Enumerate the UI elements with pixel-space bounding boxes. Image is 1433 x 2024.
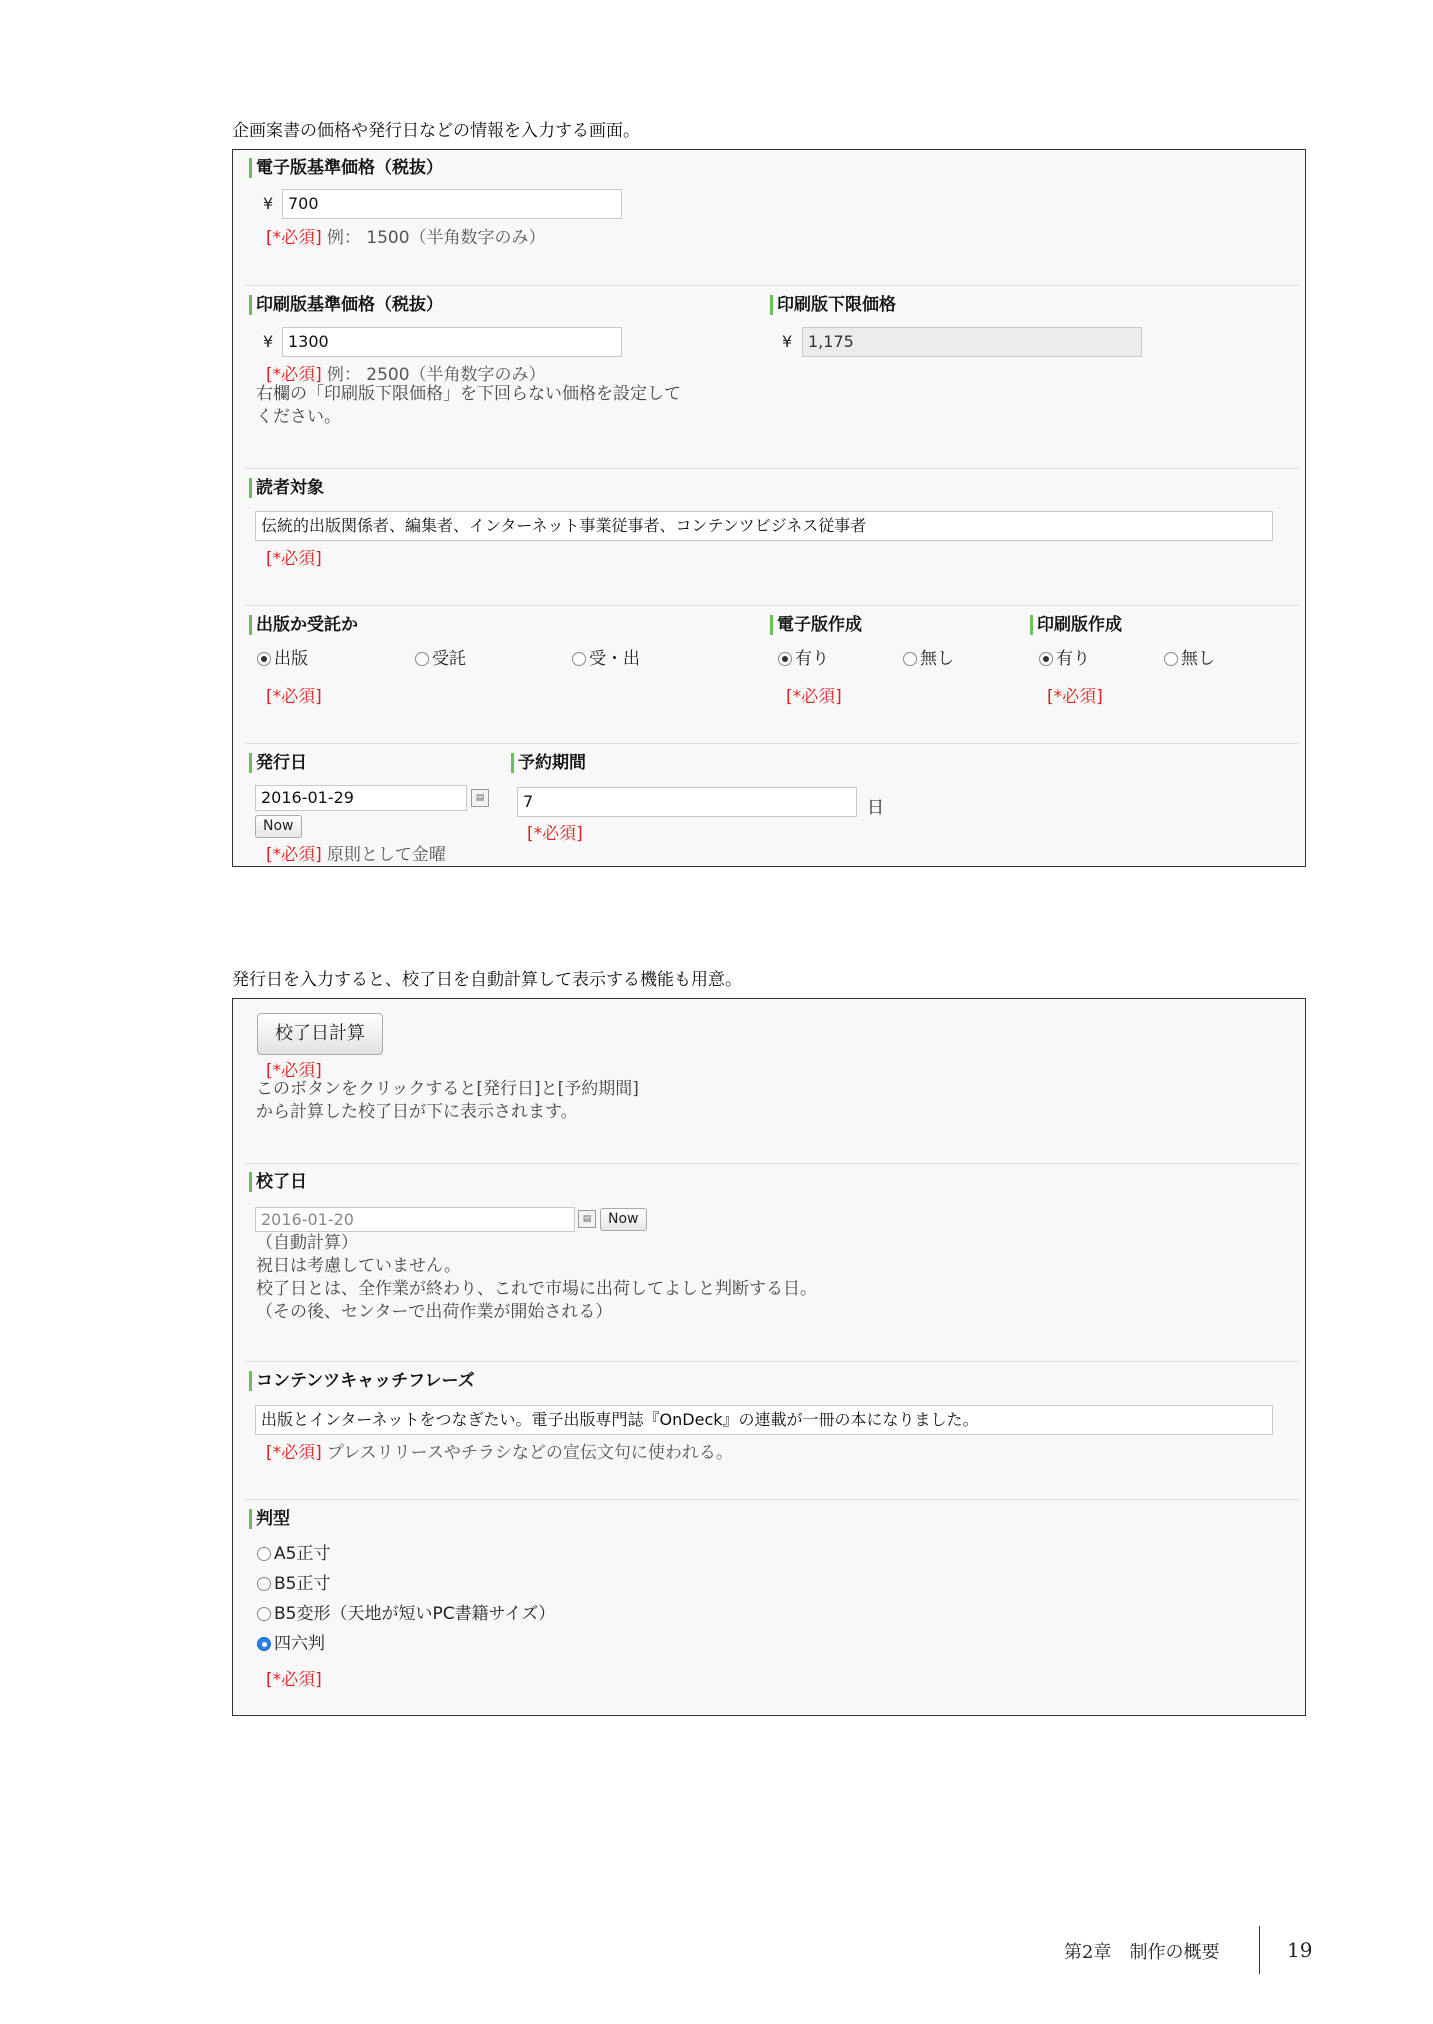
divider: [245, 468, 1299, 469]
radio-icon: [257, 1607, 271, 1621]
publish-type-option-contract[interactable]: 受託: [415, 649, 466, 669]
print-price-label: 印刷版基準価格（税抜）: [249, 295, 443, 315]
print-price-note: [266, 360, 546, 385]
radio-selected-icon: [257, 1637, 271, 1651]
divider: [245, 1361, 1299, 1362]
print-make-label: 印刷版作成: [1030, 615, 1122, 635]
calendar-icon[interactable]: ▤: [471, 789, 489, 807]
proof-date-field[interactable]: 2016-01-20: [255, 1207, 575, 1232]
radio-icon: [572, 652, 586, 666]
ebook-make-option-yes[interactable]: 有り: [778, 649, 829, 669]
calendar-icon[interactable]: ▤: [578, 1210, 596, 1228]
yen-symbol: ¥: [263, 332, 274, 351]
publish-type-label: 出版か受託か: [249, 615, 358, 635]
reserve-period-label: 予約期間: [511, 753, 586, 773]
form-screenshot-pricing: [232, 149, 1306, 867]
radio-selected-icon: [778, 652, 792, 666]
calc-proof-date-button[interactable]: 校了日計算: [257, 1013, 383, 1055]
required-mark: [*必須]: [266, 549, 322, 569]
catchphrase-hint: プレスリリースやチラシなどの宣伝文句に使われる。: [326, 1443, 733, 1463]
required-mark: [*必須]: [266, 1061, 322, 1081]
print-make-option-no[interactable]: 無し: [1164, 649, 1215, 669]
required-mark: [*必須]: [266, 687, 322, 707]
radio-icon: [903, 652, 917, 666]
issue-date-label: 発行日: [249, 753, 307, 773]
calc-button-help: このボタンをクリックすると[発行日]と[予約期間] から計算した校了日が下に表示されます。: [256, 1079, 639, 1122]
issue-date-note: [266, 840, 446, 865]
divider: [245, 1163, 1299, 1164]
audience-input[interactable]: 伝統的出版関係者、編集者、インターネット事業従事者、コンテンツビジネス従事者: [255, 511, 1273, 541]
proof-date-help: （自動計算） 祝日は考慮していません。 校了日とは、全作業が終わり、これで市場に出荷してよしと判断する日。 （その後、センターで出荷作業が開始される）: [256, 1233, 817, 1322]
required-mark: [*必須]: [527, 824, 583, 844]
audience-label: 読者対象: [249, 478, 324, 498]
catchphrase-label: コンテンツキャッチフレーズ: [249, 1371, 475, 1391]
radio-selected-icon: [257, 652, 271, 666]
print-make-option-yes[interactable]: 有り: [1039, 649, 1090, 669]
required-mark: [*必須]: [786, 687, 842, 707]
print-price-hint: 例： 2500（半角数字のみ）: [326, 365, 546, 385]
required-mark: [*必須]: [266, 365, 322, 385]
ebook-price-note: [266, 223, 546, 248]
required-mark: [*必須]: [266, 228, 322, 248]
required-mark: [*必須]: [266, 845, 322, 865]
caption-bottom: 発行日を入力すると、校了日を自動計算して表示する機能も用意。: [232, 970, 742, 990]
radio-icon: [415, 652, 429, 666]
issue-date-now-button[interactable]: Now: [255, 815, 302, 838]
ebook-make-label: 電子版作成: [770, 615, 862, 635]
ebook-price-label: 電子版基準価格（税抜）: [249, 158, 443, 178]
caption-top: 企画案書の価格や発行日などの情報を入力する画面。: [232, 121, 640, 141]
footer-divider: [1259, 1926, 1260, 1974]
publish-type-option-both[interactable]: 受・出: [572, 649, 640, 669]
form-screenshot-proof-date: [232, 998, 1306, 1716]
issue-date-input[interactable]: 2016-01-29: [255, 785, 467, 811]
divider: [245, 1499, 1299, 1500]
yen-symbol: ¥: [263, 194, 274, 213]
page-number: 19: [1287, 1938, 1313, 1962]
ebook-price-input[interactable]: 700: [282, 189, 622, 219]
divider: [245, 743, 1299, 744]
format-label: 判型: [249, 1509, 290, 1529]
publish-type-option-publish[interactable]: 出版: [257, 649, 308, 669]
required-mark: [*必須]: [266, 1670, 322, 1690]
chapter-title: 第2章 制作の概要: [1064, 1942, 1220, 1963]
print-min-price-label: 印刷版下限価格: [770, 295, 896, 315]
format-option-b5[interactable]: B5正寸: [257, 1574, 330, 1594]
required-mark: [*必須]: [266, 1443, 322, 1463]
radio-selected-icon: [1039, 652, 1053, 666]
catchphrase-note: [266, 1438, 733, 1463]
proof-date-now-button[interactable]: Now: [600, 1208, 647, 1231]
yen-symbol: ¥: [782, 332, 793, 351]
radio-icon: [1164, 652, 1178, 666]
ebook-price-hint: 例： 1500（半角数字のみ）: [326, 228, 546, 248]
print-price-help: 右欄の「印刷版下限価格」を下回らない価格を設定して ください。: [256, 384, 681, 427]
format-option-shiroku[interactable]: 四六判: [257, 1634, 325, 1654]
format-option-b5-variant[interactable]: B5変形（天地が短いPC書籍サイズ）: [257, 1604, 555, 1624]
required-mark: [*必須]: [1047, 687, 1103, 707]
proof-date-label: 校了日: [249, 1172, 307, 1192]
radio-icon: [257, 1547, 271, 1561]
divider: [245, 285, 1299, 286]
print-price-input[interactable]: 1300: [282, 327, 622, 357]
catchphrase-input[interactable]: 出版とインターネットをつなぎたい。電子出版専門誌『OnDeck』の連載が一冊の本になりました。: [255, 1405, 1273, 1435]
issue-date-hint: 原則として金曜: [326, 845, 446, 865]
divider: [245, 605, 1299, 606]
print-min-price-field: 1,175: [802, 327, 1142, 357]
reserve-period-input[interactable]: 7: [517, 787, 857, 817]
format-option-a5[interactable]: A5正寸: [257, 1544, 330, 1564]
reserve-period-unit: 日: [867, 798, 884, 818]
ebook-make-option-no[interactable]: 無し: [903, 649, 954, 669]
radio-icon: [257, 1577, 271, 1591]
